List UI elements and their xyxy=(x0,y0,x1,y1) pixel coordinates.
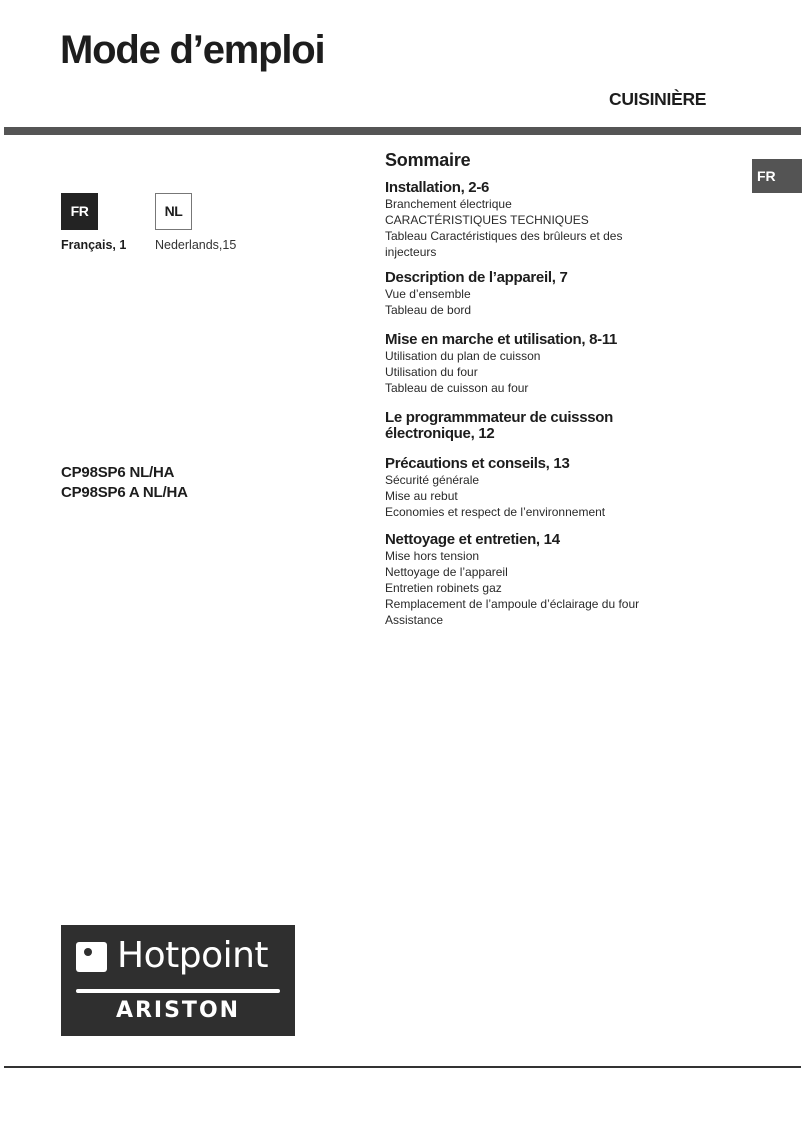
toc-section-title[interactable]: Installation, 2-6 xyxy=(385,179,490,196)
language-badge-fr[interactable]: FR xyxy=(61,193,98,230)
toc-item[interactable]: Utilisation du plan de cuisson xyxy=(385,349,541,363)
toc-section-title[interactable]: Le programmmateur de cuissson xyxy=(385,409,614,426)
language-tab-fr: FR xyxy=(752,159,802,193)
hotpoint-square-icon xyxy=(76,942,107,972)
toc-section-title-cont[interactable]: électronique, 12 xyxy=(385,425,495,442)
language-label-fr[interactable]: Français, 1 xyxy=(61,238,127,252)
header-divider xyxy=(4,127,801,135)
toc-item[interactable]: Assistance xyxy=(385,613,444,627)
toc-item[interactable]: injecteurs xyxy=(385,245,437,259)
toc-section-title[interactable]: Précautions et conseils, 13 xyxy=(385,455,570,472)
toc-item[interactable]: Nettoyage de l’appareil xyxy=(385,565,508,579)
toc-item[interactable]: Tableau Caractéristiques des brûleurs et des xyxy=(385,229,623,243)
toc-section-description xyxy=(385,270,735,318)
toc-item[interactable]: Branchement électrique xyxy=(385,197,512,211)
toc-section-cleaning xyxy=(385,532,735,628)
toc-item[interactable]: Economies et respect de l’environnement xyxy=(385,505,606,519)
product-type: CUISINIÈRE xyxy=(609,89,707,109)
model-list xyxy=(61,463,188,503)
document-title: Mode d’emploi xyxy=(60,28,325,72)
toc-item[interactable]: Tableau de cuisson au four xyxy=(385,381,529,395)
toc-section-installation xyxy=(385,180,735,260)
toc-item[interactable]: Tableau de bord xyxy=(385,303,472,317)
model-number: CP98SP6 A NL/HA xyxy=(61,484,188,501)
toc-item[interactable]: Vue d’ensemble xyxy=(385,287,471,301)
language-badge-nl[interactable]: NL xyxy=(155,193,192,230)
logo-sub-brand: ARISTON xyxy=(115,998,241,1023)
toc-item[interactable]: Utilisation du four xyxy=(385,365,478,379)
toc-section-programmer xyxy=(385,410,735,442)
toc-item[interactable]: Mise hors tension xyxy=(385,549,480,563)
toc-item[interactable]: Sécurité générale xyxy=(385,473,480,487)
language-label-nl[interactable]: Nederlands,15 xyxy=(155,238,237,252)
brand-logo xyxy=(61,925,295,1036)
toc-section-usage xyxy=(385,332,735,396)
toc-item[interactable]: Entretien robinets gaz xyxy=(385,581,502,595)
toc-item[interactable]: Mise au rebut xyxy=(385,489,458,503)
toc-section-title[interactable]: Mise en marche et utilisation, 8-11 xyxy=(385,331,618,348)
model-number: CP98SP6 NL/HA xyxy=(61,464,175,481)
toc-section-title[interactable]: Description de l’appareil, 7 xyxy=(385,269,568,286)
logo-brand-name: Hotpoint xyxy=(117,935,269,976)
toc-item[interactable]: Remplacement de l’ampoule d’éclairage du four xyxy=(385,597,640,611)
table-of-contents xyxy=(385,150,735,638)
toc-item[interactable]: CARACTÉRISTIQUES TECHNIQUES xyxy=(385,213,589,227)
toc-section-title[interactable]: Nettoyage et entretien, 14 xyxy=(385,531,560,548)
toc-section-precautions xyxy=(385,456,735,520)
hotpoint-dot-icon xyxy=(84,948,92,956)
toc-heading: Sommaire xyxy=(385,150,471,170)
footer-divider xyxy=(4,1066,801,1068)
logo-divider xyxy=(76,989,280,993)
